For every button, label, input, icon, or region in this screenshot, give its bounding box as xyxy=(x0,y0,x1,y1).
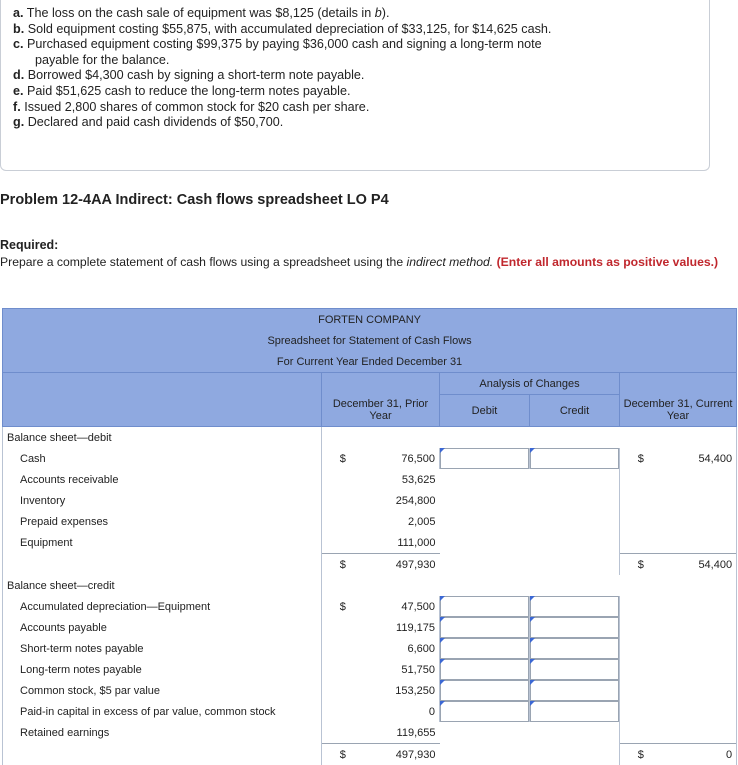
currency-symbol xyxy=(322,532,364,554)
credit-cell xyxy=(530,596,620,617)
currency-symbol xyxy=(322,638,364,659)
table-row xyxy=(3,659,737,680)
row-label: Common stock, $5 par value xyxy=(3,680,322,701)
spreadsheet-title: Spreadsheet for Statement of Cash Flows xyxy=(3,330,737,351)
currency-symbol xyxy=(620,722,662,744)
credit-cell xyxy=(530,617,620,638)
debit-input[interactable] xyxy=(440,701,529,722)
current-year-value: 54,400 xyxy=(662,448,737,469)
debit-cell xyxy=(440,617,530,638)
currency-symbol xyxy=(322,469,364,490)
currency-symbol xyxy=(322,680,364,701)
row-label: Accounts receivable xyxy=(3,469,322,490)
debit-cell xyxy=(440,701,530,722)
credit-cell xyxy=(530,659,620,680)
prior-year-value: 119,175 xyxy=(364,617,440,638)
currency-symbol xyxy=(620,701,662,722)
current-year-value xyxy=(662,680,737,701)
credit-input[interactable] xyxy=(530,617,619,638)
problem-details-card xyxy=(0,0,710,171)
table-row xyxy=(3,638,737,659)
current-year-value xyxy=(662,617,737,638)
credit-section-label: Balance sheet—credit xyxy=(3,575,322,596)
debit-cell xyxy=(440,638,530,659)
table-row xyxy=(3,448,737,469)
prior-year-value: 76,500 xyxy=(364,448,440,469)
table-row xyxy=(3,596,737,617)
currency-symbol xyxy=(322,659,364,680)
credit-input[interactable] xyxy=(530,596,619,617)
credit-cell xyxy=(530,638,620,659)
current-year-value xyxy=(662,490,737,511)
currency-symbol: $ xyxy=(322,744,364,765)
current-year-value xyxy=(662,596,737,617)
problem-item: d. Borrowed $4,300 cash by signing a short-term note payable. xyxy=(13,68,551,84)
table-row xyxy=(3,469,737,490)
table-row xyxy=(3,532,737,554)
row-label: Equipment xyxy=(3,532,322,554)
row-label: Paid-in capital in excess of par value, common stock xyxy=(3,701,322,722)
row-label: Inventory xyxy=(3,490,322,511)
problem-item: f. Issued 2,800 shares of common stock for $20 cash per share. xyxy=(13,100,551,116)
currency-symbol: $ xyxy=(620,744,662,765)
debit-input[interactable] xyxy=(440,448,529,469)
current-year-value: 54,400 xyxy=(662,554,737,576)
current-year-value xyxy=(662,469,737,490)
company-name: FORTEN COMPANY xyxy=(3,309,737,331)
current-year-value xyxy=(662,722,737,744)
prior-year-value: 111,000 xyxy=(364,532,440,554)
prior-year-value: 119,655 xyxy=(364,722,440,744)
current-year-header: December 31, Current Year xyxy=(620,395,737,427)
cash-flows-spreadsheet xyxy=(2,308,737,765)
table-row xyxy=(3,490,737,511)
spreadsheet-period: For Current Year Ended December 31 xyxy=(3,351,737,373)
currency-symbol xyxy=(620,617,662,638)
prior-year-value: 153,250 xyxy=(364,680,440,701)
prior-year-value: 53,625 xyxy=(364,469,440,490)
debit-input[interactable] xyxy=(440,617,529,638)
prior-year-value: 2,005 xyxy=(364,511,440,532)
problem-items-list xyxy=(13,6,551,131)
prior-year-value: 0 xyxy=(364,701,440,722)
prior-year-value: 497,930 xyxy=(364,744,440,765)
required-label: Required: xyxy=(0,238,58,252)
currency-symbol: $ xyxy=(322,554,364,576)
currency-symbol: $ xyxy=(322,448,364,469)
prior-year-value: 497,930 xyxy=(364,554,440,576)
currency-symbol: $ xyxy=(322,596,364,617)
row-label: Cash xyxy=(3,448,322,469)
row-label: Accumulated depreciation—Equipment xyxy=(3,596,322,617)
required-text: Prepare a complete statement of cash flows using a spreadsheet using the xyxy=(0,255,406,269)
problem-item: e. Paid $51,625 cash to reduce the long-term notes payable. xyxy=(13,84,551,100)
credit-input[interactable] xyxy=(530,638,619,659)
problem-item: g. Declared and paid cash dividends of $50,700. xyxy=(13,115,551,131)
currency-symbol xyxy=(322,617,364,638)
currency-symbol xyxy=(620,469,662,490)
problem-item: payable for the balance. xyxy=(13,53,551,69)
prior-year-header: December 31, Prior Year xyxy=(322,395,440,427)
row-label: Prepaid expenses xyxy=(3,511,322,532)
credit-cell xyxy=(530,701,620,722)
prior-year-value: 6,600 xyxy=(364,638,440,659)
header-blank xyxy=(3,373,322,427)
credit-input[interactable] xyxy=(530,448,619,469)
debit-input[interactable] xyxy=(440,638,529,659)
currency-symbol xyxy=(620,638,662,659)
credit-header: Credit xyxy=(530,395,620,427)
currency-symbol xyxy=(620,511,662,532)
current-year-value xyxy=(662,701,737,722)
problem-item: a. The loss on the cash sale of equipment was $8,125 (details in b). xyxy=(13,6,551,22)
debit-input[interactable] xyxy=(440,659,529,680)
debit-cell xyxy=(440,596,530,617)
current-year-value xyxy=(662,659,737,680)
required-emphasis: (Enter all amounts as positive values.) xyxy=(497,255,718,269)
debit-input[interactable] xyxy=(440,596,529,617)
debit-input[interactable] xyxy=(440,680,529,701)
currency-symbol xyxy=(620,596,662,617)
total-row xyxy=(3,554,737,576)
currency-symbol xyxy=(322,490,364,511)
problem-item: c. Purchased equipment costing $99,375 by paying $36,000 cash and signing a long-term note xyxy=(13,37,551,53)
debit-cell xyxy=(440,659,530,680)
currency-symbol: $ xyxy=(620,448,662,469)
required-instructions xyxy=(0,255,735,270)
current-year-value: 0 xyxy=(662,744,737,765)
table-row xyxy=(3,722,737,744)
problem-title: Problem 12-4AA Indirect: Cash flows spreadsheet LO P4 xyxy=(0,192,389,208)
problem-item: b. Sold equipment costing $55,875, with accumulated depreciation of $33,125, for $14,625 cash. xyxy=(13,22,551,38)
currency-symbol: $ xyxy=(620,554,662,576)
currency-symbol xyxy=(620,490,662,511)
debit-header: Debit xyxy=(440,395,530,427)
table-row xyxy=(3,701,737,722)
table-row xyxy=(3,680,737,701)
current-year-value xyxy=(662,532,737,554)
currency-symbol xyxy=(322,722,364,744)
table-row xyxy=(3,617,737,638)
prior-year-value: 47,500 xyxy=(364,596,440,617)
prior-year-value: 51,750 xyxy=(364,659,440,680)
currency-symbol xyxy=(322,701,364,722)
debit-cell xyxy=(440,448,530,469)
table-row xyxy=(3,511,737,532)
current-year-value xyxy=(662,638,737,659)
currency-symbol xyxy=(620,680,662,701)
debit-cell xyxy=(440,680,530,701)
currency-symbol xyxy=(322,511,364,532)
currency-symbol xyxy=(620,532,662,554)
credit-input[interactable] xyxy=(530,701,619,722)
credit-cell xyxy=(530,448,620,469)
credit-input[interactable] xyxy=(530,659,619,680)
row-label: Long-term notes payable xyxy=(3,659,322,680)
current-year-value xyxy=(662,511,737,532)
row-label: Accounts payable xyxy=(3,617,322,638)
currency-symbol xyxy=(620,659,662,680)
analysis-of-changes-header: Analysis of Changes xyxy=(440,373,620,395)
prior-year-value: 254,800 xyxy=(364,490,440,511)
row-label: Short-term notes payable xyxy=(3,638,322,659)
required-method: indirect method. xyxy=(406,255,493,269)
debit-section-label: Balance sheet—debit xyxy=(3,427,322,449)
credit-input[interactable] xyxy=(530,680,619,701)
credit-cell xyxy=(530,680,620,701)
row-label: Retained earnings xyxy=(3,722,322,744)
total-row xyxy=(3,744,737,765)
